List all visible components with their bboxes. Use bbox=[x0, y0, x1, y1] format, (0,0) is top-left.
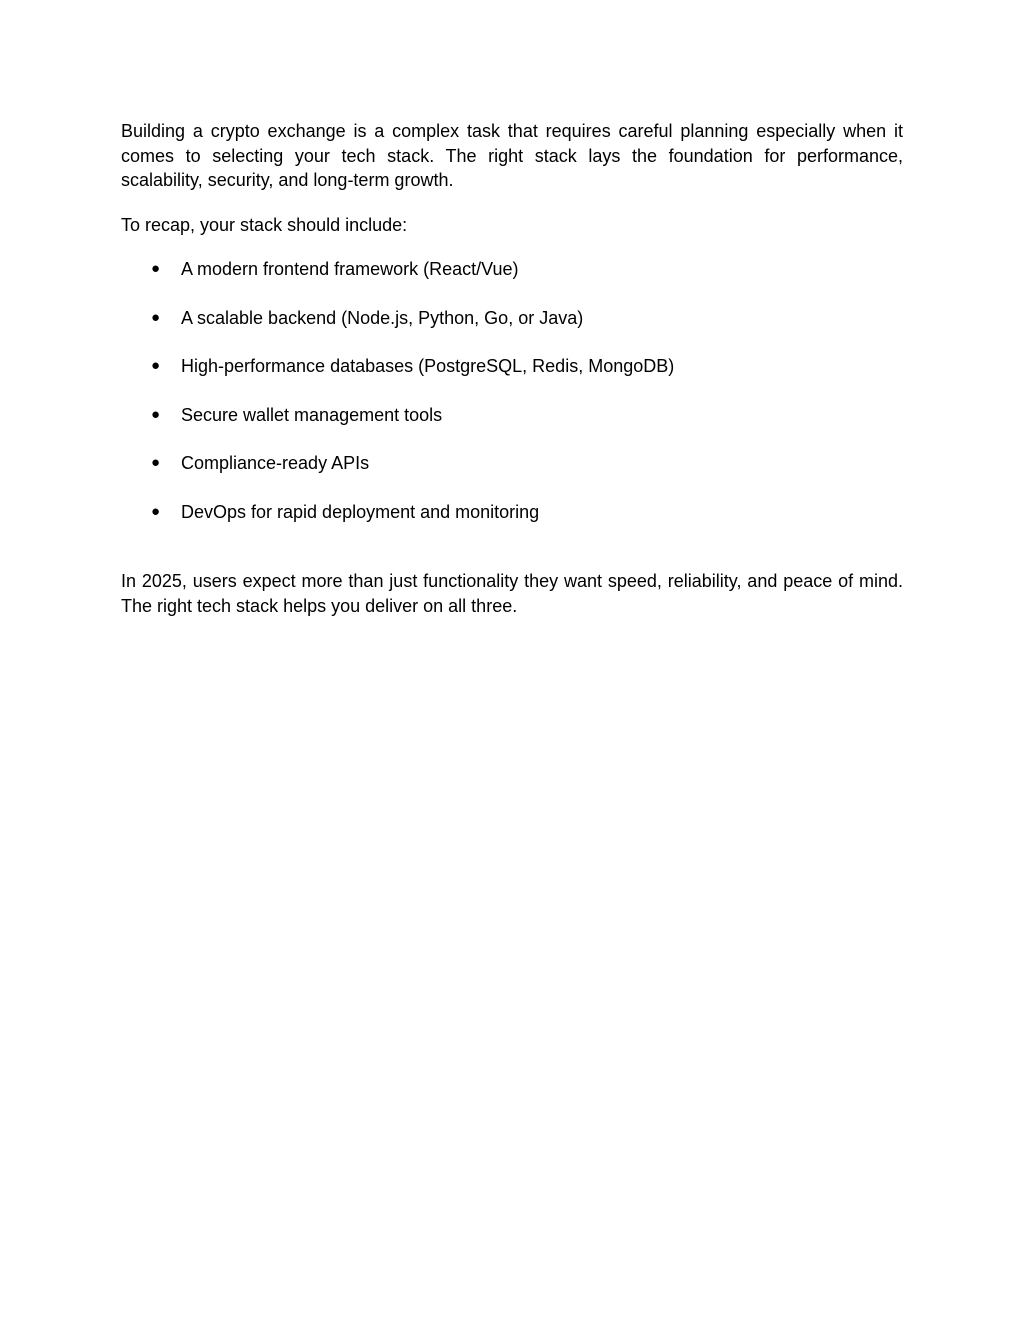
list-item-text: High-performance databases (PostgreSQL, Redis, MongoDB) bbox=[181, 356, 675, 376]
bullet-icon: ● bbox=[151, 357, 161, 374]
list-item-text: Compliance-ready APIs bbox=[181, 453, 370, 473]
list-item bbox=[121, 306, 903, 331]
list-item-text: Secure wallet management tools bbox=[181, 404, 443, 425]
list-item bbox=[121, 500, 903, 525]
list-item bbox=[121, 257, 903, 282]
list-item-text: DevOps for rapid deployment and monitoring bbox=[181, 501, 540, 522]
recap-paragraph: To recap, your stack should include: bbox=[121, 214, 408, 235]
list-item bbox=[121, 451, 903, 476]
intro-paragraph: Building a crypto exchange is a complex task that requires careful planning especially when it comes to selecting your tech stack. The right stack lays the foundation for performance, scalability, security, and long-term growth. bbox=[121, 121, 903, 190]
bullet-icon: ● bbox=[151, 405, 161, 423]
document-page bbox=[121, 119, 903, 618]
list-item-text: A scalable backend (Node.js, Python, Go, or Java) bbox=[181, 307, 584, 328]
list-item bbox=[121, 403, 903, 428]
list-item-text: A modern frontend framework (React/Vue) bbox=[181, 259, 519, 279]
bullet-icon: ● bbox=[151, 260, 161, 277]
conclusion-paragraph: In 2025, users expect more than just functionality they want speed, reliability, and peace of mind. The right tech stack helps you deliver on all three. bbox=[121, 571, 903, 616]
bullet-icon: ● bbox=[151, 502, 161, 520]
stack-list bbox=[121, 257, 903, 524]
bullet-icon: ● bbox=[151, 308, 161, 326]
list-item bbox=[121, 354, 903, 379]
bullet-icon: ● bbox=[151, 454, 161, 471]
